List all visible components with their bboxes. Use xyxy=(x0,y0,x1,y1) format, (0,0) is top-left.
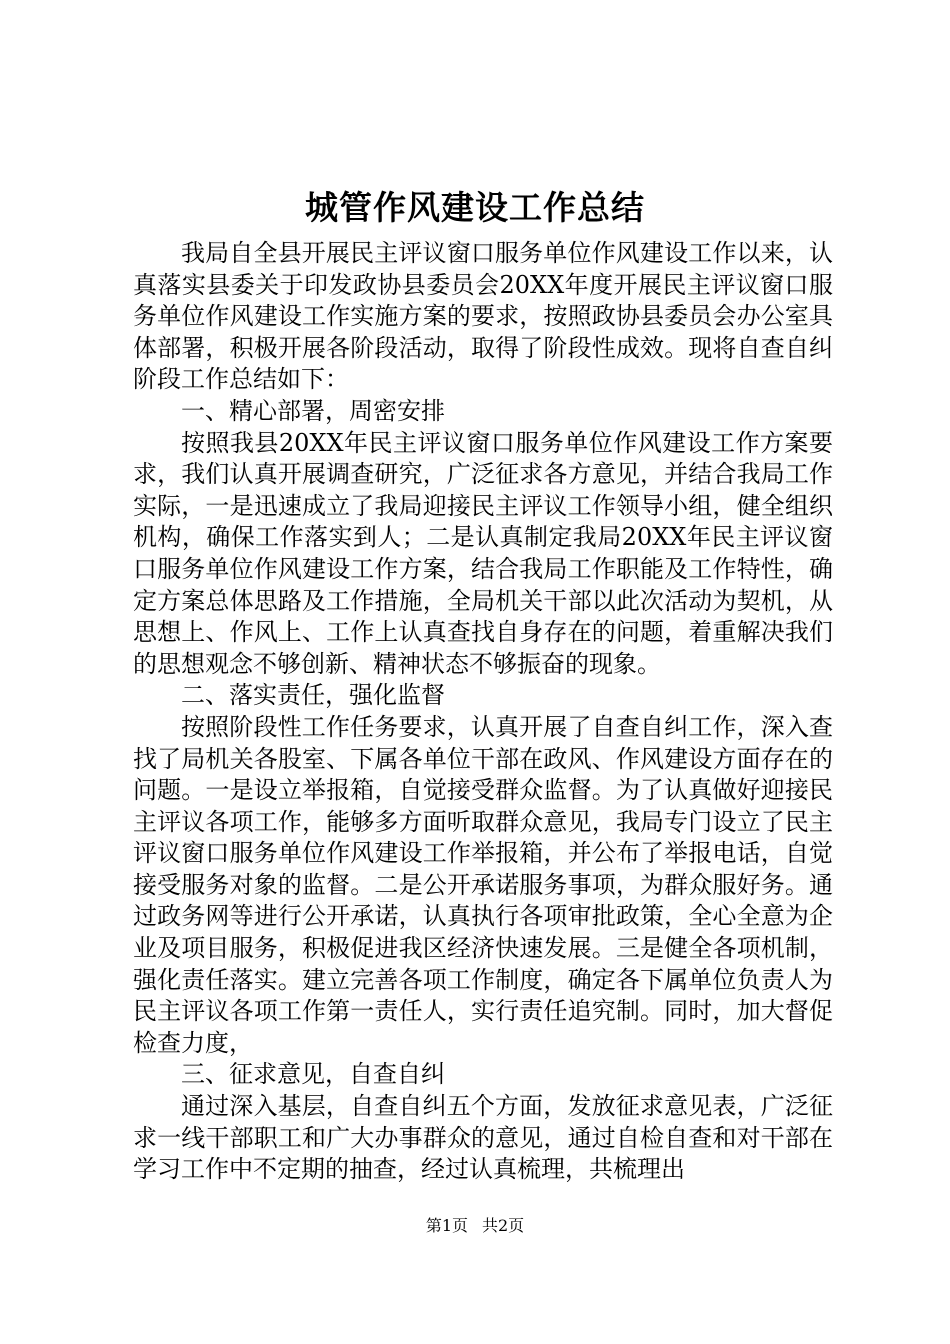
section-heading-2: 二、落实责任，强化监督 xyxy=(181,681,445,710)
page-number: 第1页 xyxy=(425,1216,468,1235)
document-body xyxy=(133,238,833,1186)
document-title: 城管作风建设工作总结 xyxy=(305,188,645,227)
page-total: 共2页 xyxy=(482,1216,525,1235)
section-body-3: 通过深入基层，自查自纠五个方面，发放征求意见表，广泛征求一线干部职工和广大办事群众的意见，通过自检自查和对干部在学习工作中不定期的抽查，经过认真梳理，共梳理出 xyxy=(133,1092,833,1184)
section-heading-3: 三、征求意见，自查自纠 xyxy=(181,1060,445,1089)
page-footer xyxy=(0,1214,950,1238)
section-body-1: 按照我县20XX年民主评议窗口服务单位作风建设工作方案要求，我们认真开展调查研究，广泛征求各方意见，并结合我局工作实际，一是迅速成立了我局迎接民主评议工作领导小组，健全组织机构，确保工作落实到人；二是认真制定我局20XX年民主评议窗口服务单位作风建设工作方案，结合我局工作职能及工作特性，确定方案总体思路及工作措施，全局机关干部以此次活动为契机，从思想上、作风上、工作上认真查找自身存在的问题，着重解决我们的思想观念不够创新、精神状态不够振奋的现象。 xyxy=(133,428,833,678)
intro-paragraph: 我局自全县开展民主评议窗口服务单位作风建设工作以来，认真落实县委关于印发政协县委员会20XX年度开展民主评议窗口服务单位作风建设工作实施方案的要求，按照政协县委员会办公室具体部署，积极开展各阶段活动，取得了阶段性成效。现将自查自纠阶段工作总结如下： xyxy=(133,239,833,394)
section-heading-1: 一、精心部署，周密安排 xyxy=(181,396,445,425)
section-body-2: 按照阶段性工作任务要求，认真开展了自查自纠工作，深入查找了局机关各股室、下属各单位干部在政风、作风建设方面存在的问题。一是设立举报箱，自觉接受群众监督。为了认真做好迎接民主评议各项工作，能够多方面听取群众意见，我局专门设立了民主评议窗口服务单位作风建设工作举报箱，并公布了举报电话，自觉接受服务对象的监督。二是公开承诺服务事项，为群众服好务。通过政务网等进行公开承诺，认真执行各项审批政策，全心全意为企业及项目服务，积极促进我区经济快速发展。三是健全各项机制，强化责任落实。建立完善各项工作制度，确定各下属单位负责人为民主评议各项工作第一责任人，实行责任追究制。同时，加大督促检查力度， xyxy=(133,712,833,1057)
